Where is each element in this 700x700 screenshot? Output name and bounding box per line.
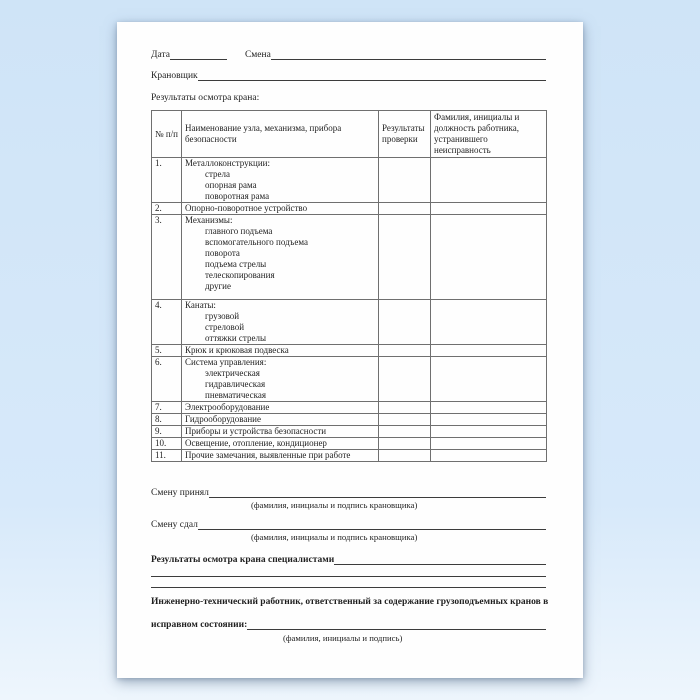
row-name: Механизмы: главного подъема вспомогательного подъема поворота подъема стрелы телескопирования другие xyxy=(182,215,379,300)
fixer-cell xyxy=(431,426,547,438)
specialists-blank-line-3 xyxy=(151,578,546,588)
specialists-blank-line-2 xyxy=(151,566,546,577)
row-number: 9. xyxy=(152,426,182,438)
engineer-label-line1: Инженерно-технический работник, ответственный за содержание грузоподъемных кранов в xyxy=(151,597,549,607)
result-cell xyxy=(379,438,431,450)
specialists-label: Результаты осмотра крана специалистами xyxy=(151,555,335,565)
inspection-table-body xyxy=(152,158,547,462)
table-row xyxy=(152,215,547,300)
engineer-row xyxy=(151,620,546,631)
row-number: 10. xyxy=(152,438,182,450)
row-number: 4. xyxy=(152,300,182,345)
shift-accepted-caption: (фамилия, инициалы и подпись крановщика) xyxy=(251,500,418,510)
inspection-table xyxy=(151,110,547,462)
date-blank-line xyxy=(170,59,227,60)
shift-blank-line xyxy=(271,59,546,60)
fixer-cell xyxy=(431,215,547,300)
result-cell xyxy=(379,402,431,414)
specialists-blank-line xyxy=(334,564,546,565)
crane-operator-label: Крановщик xyxy=(151,71,198,81)
row-name: Прочие замечания, выявленные при работе xyxy=(182,450,379,462)
engineer-label-line2: исправном состоянии: xyxy=(151,620,248,630)
table-row xyxy=(152,345,547,357)
fixer-cell xyxy=(431,402,547,414)
row-name: Канаты: грузовой стреловой оттяжки стрелы xyxy=(182,300,379,345)
header-fixer: Фамилия, инициалы и должность работника, устранившего неисправность xyxy=(431,111,547,158)
row-number: 1. xyxy=(152,158,182,203)
table-row xyxy=(152,414,547,426)
row-name: Система управления: электрическая гидравлическая пневматическая xyxy=(182,357,379,402)
table-row xyxy=(152,450,547,462)
row-number: 2. xyxy=(152,203,182,215)
shift-accepted-row xyxy=(151,488,546,499)
header-name: Наименование узла, механизма, прибора безопасности xyxy=(182,111,379,158)
row-name: Гидрооборудование xyxy=(182,414,379,426)
date-shift-row xyxy=(151,50,546,61)
table-row xyxy=(152,300,547,345)
inspection-title: Результаты осмотра крана: xyxy=(151,93,260,103)
shift-handed-row xyxy=(151,520,546,531)
fixer-cell xyxy=(431,345,547,357)
fixer-cell xyxy=(431,438,547,450)
table-row xyxy=(152,158,547,203)
result-cell xyxy=(379,414,431,426)
result-cell xyxy=(379,300,431,345)
row-number: 11. xyxy=(152,450,182,462)
row-name: Освещение, отопление, кондиционер xyxy=(182,438,379,450)
shift-accepted-blank-line xyxy=(209,497,546,498)
table-row xyxy=(152,203,547,215)
fixer-cell xyxy=(431,414,547,426)
fixer-cell xyxy=(431,158,547,203)
fixer-cell xyxy=(431,357,547,402)
shift-handed-caption: (фамилия, инициалы и подпись крановщика) xyxy=(251,532,418,542)
row-name: Электрооборудование xyxy=(182,402,379,414)
crane-operator-blank-line xyxy=(198,80,546,81)
row-number: 8. xyxy=(152,414,182,426)
row-number: 6. xyxy=(152,357,182,402)
document-page xyxy=(117,22,583,678)
result-cell xyxy=(379,450,431,462)
result-cell xyxy=(379,345,431,357)
table-row xyxy=(152,402,547,414)
operator-row xyxy=(151,71,546,82)
row-name: Опорно-поворотное устройство xyxy=(182,203,379,215)
row-number: 7. xyxy=(152,402,182,414)
header-num: № п/п xyxy=(152,111,182,158)
specialists-row xyxy=(151,555,546,566)
result-cell xyxy=(379,203,431,215)
table-row xyxy=(152,438,547,450)
date-label: Дата xyxy=(151,50,170,60)
row-name: Приборы и устройства безопасности xyxy=(182,426,379,438)
inspection-table-header xyxy=(152,111,547,158)
shift-handed-label: Смену сдал xyxy=(151,520,198,530)
fixer-cell xyxy=(431,450,547,462)
shift-label: Смена xyxy=(244,50,271,60)
row-name: Крюк и крюковая подвеска xyxy=(182,345,379,357)
shift-handed-blank-line xyxy=(198,529,546,530)
engineer-blank-line xyxy=(247,629,546,630)
table-row xyxy=(152,357,547,402)
result-cell xyxy=(379,426,431,438)
table-row xyxy=(152,426,547,438)
engineer-caption: (фамилия, инициалы и подпись) xyxy=(283,633,403,643)
result-cell xyxy=(379,215,431,300)
shift-accepted-label: Смену принял xyxy=(151,488,209,498)
row-name: Металлоконструкции: стрела опорная рама поворотная рама xyxy=(182,158,379,203)
result-cell xyxy=(379,158,431,203)
fixer-cell xyxy=(431,300,547,345)
row-number: 5. xyxy=(152,345,182,357)
result-cell xyxy=(379,357,431,402)
row-number: 3. xyxy=(152,215,182,300)
header-result: Результаты проверки xyxy=(379,111,431,158)
fixer-cell xyxy=(431,203,547,215)
